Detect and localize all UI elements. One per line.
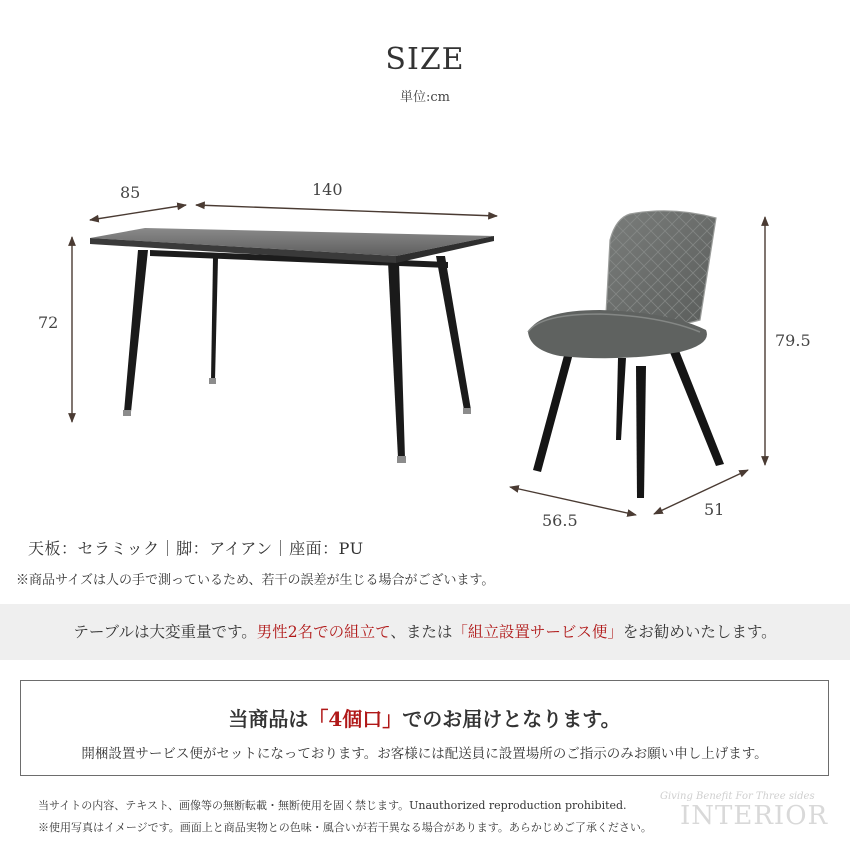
footer-copyright-notice: 当サイトの内容、テキスト、画像等の無断転載・無断使用を固く禁じます。Unauthorized reproduction prohibited. [38, 799, 627, 812]
watermark-brand: INTERIOR [680, 801, 829, 831]
table-depth-arrow [90, 205, 186, 220]
footer-image-disclaimer: ※使用写真はイメージです。画面上と商品実物との色味・風合いが若干異なる場合があります。あらかじめご了承ください。 [38, 821, 652, 834]
measurement-note: ※商品サイズは人の手で測っているため、若干の誤差が生じる場合がございます。 [16, 573, 495, 588]
delivery-subtext: 開梱設置サービス便がセットになっております。お客様には配送員に設置場所のご指示のみお願い申し上げます。 [81, 746, 768, 762]
assembly-notice-highlight2: 「組立設置サービス便」 [452, 623, 623, 641]
delivery-heading [20, 703, 829, 732]
chair-depth-arrow [654, 470, 748, 514]
delivery-heading-part1: 当商品は [228, 707, 309, 731]
table-height-label: 72 [38, 313, 59, 332]
assembly-notice-highlight1: 男性2名での組立て [256, 623, 391, 641]
table-width-arrow [196, 205, 497, 216]
delivery-package-count: 「4個口」 [308, 707, 403, 731]
assembly-notice-part5: をお勧めいたします。 [622, 623, 777, 641]
chair-height-label: 79.5 [775, 331, 811, 350]
assembly-notice-part1: テーブルは大変重量です。 [73, 623, 257, 641]
dining-table [90, 228, 494, 463]
assembly-notice [0, 620, 850, 642]
watermark-tagline: Giving Benefit For Three sides [660, 791, 815, 802]
delivery-heading-part3: でのお届けとなります。 [402, 707, 621, 731]
assembly-notice-part3: 、または [390, 623, 453, 641]
table-width-label: 140 [312, 180, 343, 199]
unit-label: 単位:cm [400, 90, 450, 105]
page-title: SIZE [385, 42, 465, 77]
table-depth-label: 85 [120, 183, 141, 202]
chair-width-label: 56.5 [542, 511, 578, 530]
dining-chair [528, 211, 724, 498]
materials-spec: 天板：セラミック｜脚：アイアン｜座面：PU [28, 539, 364, 558]
chair-depth-label: 51 [704, 500, 725, 519]
